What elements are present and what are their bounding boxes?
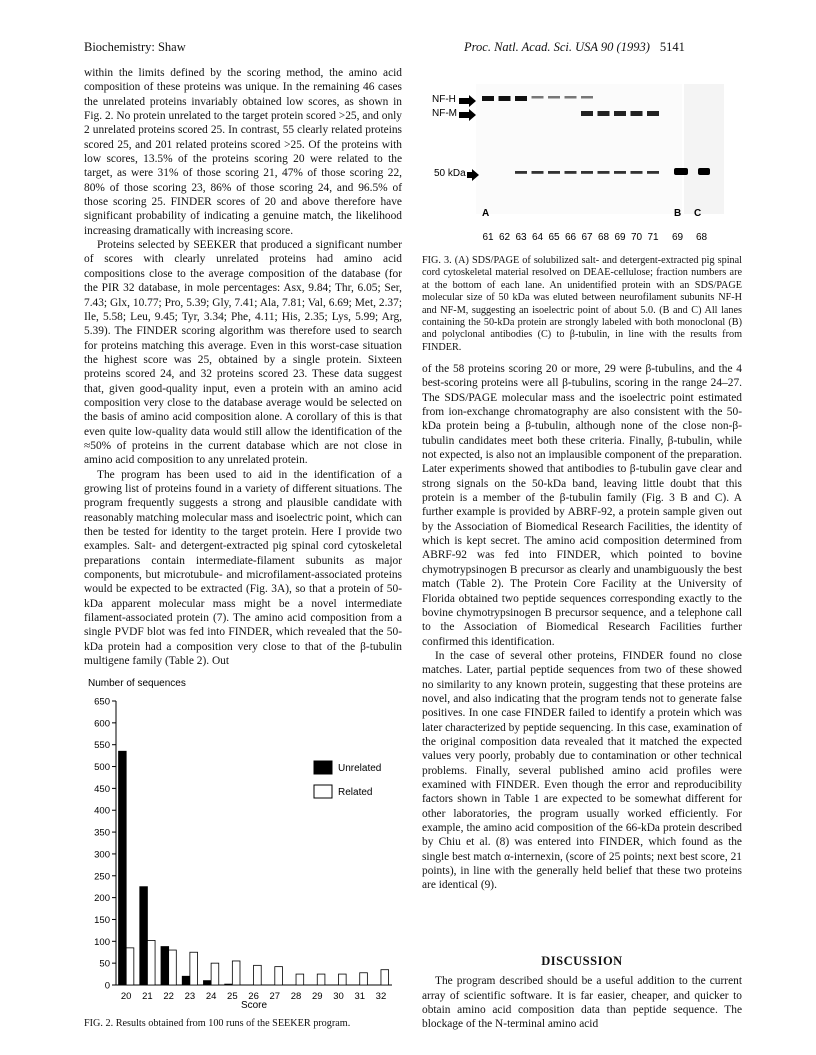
- y-tick-label: 650: [94, 696, 110, 708]
- x-tick-label: 21: [142, 991, 153, 1002]
- x-tick-label: 22: [163, 991, 174, 1002]
- lane-number: 64: [531, 232, 544, 243]
- section-title-discussion: DISCUSSION: [541, 954, 623, 968]
- band-panel-c: [698, 168, 710, 175]
- bar-related-23: [190, 952, 198, 985]
- lane-number-b: 69: [672, 232, 684, 243]
- gel-background-a: [476, 84, 682, 214]
- lane-number-c: 68: [696, 232, 708, 243]
- lane-number: 71: [647, 232, 659, 243]
- band-nf-h: [532, 96, 544, 99]
- y-tick-label: 100: [94, 936, 110, 948]
- panel-label-a: A: [482, 208, 490, 219]
- x-tick-label: 31: [354, 991, 366, 1002]
- y-tick-label: 550: [94, 740, 110, 752]
- y-tick-label: 300: [94, 849, 110, 861]
- label-nf-h: NF-H: [432, 94, 456, 105]
- band-50kda: [532, 171, 544, 174]
- band-50kda: [548, 171, 560, 174]
- legend-swatch-related: [314, 785, 332, 798]
- band-nf-h: [515, 96, 527, 101]
- bar-related-21: [147, 940, 155, 985]
- band-50kda: [614, 171, 626, 174]
- x-tick-label: 23: [184, 991, 196, 1002]
- fig3-gel-blot: [430, 82, 730, 252]
- bar-related-27: [275, 967, 283, 985]
- y-tick-label: 350: [94, 827, 110, 839]
- band-panel-b: [674, 168, 688, 175]
- fig2-y-axis-label: Number of sequences: [88, 678, 186, 689]
- bar-related-26: [254, 965, 262, 985]
- panel-label-b: B: [674, 208, 682, 219]
- lane-number: 67: [581, 232, 593, 243]
- discussion-paragraph: The program described should be a useful addition to the current array of scientific software. It is far easier, cheaper, and quicker to obtain amino acid composition data than peptide sequence. The blockage of the N-terminal amino acid: [422, 975, 742, 1031]
- fig2-caption: FIG. 2. Results obtained from 100 runs of the SEEKER program.: [84, 1018, 351, 1029]
- bar-unrelated-25: [225, 984, 233, 985]
- band-50kda: [565, 171, 577, 174]
- left-paragraph-3: The program has been used to aid in the identification of a growing list of proteins found in a variety of different situations. The program frequently suggests a strong and plausible candidate with reasonably matching molecular mass and isoelectric point, which can then be tested for identity to the target protein. Here I provide two examples. Salt- and detergent-extracted pig spinal cord cytoskeletal preparations contain intermediate-filament subunits as major components, but microtubule- and microfilament-associated proteins would be expected to be extracted (Fig. 3A), so that a protein of 50-kDa apparent molecular mass might be a novel intermediate filament-associated protein (7). The amino acid composition from a single PVDF blot was fed into FINDER, which revealed that the 50-kDa protein had a composition very close to that of the β-tubulin multigene family (Table 2). Out: [84, 468, 402, 668]
- left-paragraph-1: within the limits defined by the scoring method, the amino acid composition of these proteins was unique. In the remaining 46 cases the unrelated proteins invariably obtained low scores, as shown in Fig. 2. No protein unrelated to the target protein scored >25, and only 2 unrelated proteins scored 25. In contrast, 55 clearly related proteins scored 25, and 201 related proteins scored >25. Of the proteins with low scores, 13.5% of the proteins scoring 20 were related to the target, as were 31% of those scoring 21, 47% of those scoring 22, 80% of those scoring 23, 86% of those scoring 24, and 96.5% of those scoring 25. FINDER scores of 20 and above therefore have significant probability of indicating a genuine match, the likelihood increasing dramatically with increasing score.: [84, 67, 402, 237]
- y-tick-label: 400: [94, 805, 110, 817]
- band-nf-m: [581, 111, 593, 116]
- x-tick-label: 32: [375, 991, 387, 1002]
- left-paragraph-2: Proteins selected by SEEKER that produced a significant number of scores with clearly unrelated proteins had amino acid compositions close to the average composition of the database (for the PIR 32 database, in mole percentages: Asx, 9.84; Thr, 6.05; Ser, 7.43; Glx, 10.77; Pro, 5.39; Gly, 7.41; Ala, 7.81; Val, 6.69; Met, 2.37; Ile, 5.58; Leu, 9.45; Tyr, 3.34; Phe, 4.11; His, 2.35; Lys, 5.99; Arg, 5.39). The FINDER scoring algorithm was therefore used to search for proteins matching this average. Even in this worst-case situation the highest score was 25, obtained by a single protein. Sixteen proteins scored 24, and 32 proteins scored 23. These data suggest that, given good-quality input, even a protein with an amino acid composition very close to the database average would be selected on the basis of amino acid composition alone. A corollary of this is that even quite low-quality data would still allow the identification of the ≈50% of proteins in the current database which are not close in amino acid composition to any unrelated protein.: [84, 239, 402, 467]
- x-tick-label: 25: [227, 991, 238, 1002]
- legend-swatch-unrelated: [314, 761, 332, 774]
- nf-h-arrow-icon: [459, 95, 476, 107]
- band-50kda: [647, 171, 659, 174]
- bar-unrelated-23: [182, 976, 190, 985]
- bar-related-20: [126, 948, 134, 985]
- lane-number: 61: [482, 232, 494, 243]
- lane-number: 70: [630, 232, 643, 243]
- discussion-section: [422, 946, 742, 1032]
- lane-number: 62: [498, 232, 511, 243]
- x-tick-label: 29: [311, 991, 323, 1002]
- bar-related-25: [232, 961, 240, 985]
- band-nf-m: [647, 111, 659, 116]
- band-50kda: [581, 171, 593, 174]
- y-tick-label: 50: [99, 958, 110, 970]
- label-50kda: 50 kDa: [434, 168, 466, 179]
- x-tick-label: 27: [269, 991, 281, 1002]
- y-tick-label: 500: [94, 762, 110, 774]
- nf-m-arrow-icon: [459, 109, 476, 121]
- y-tick-label: 150: [94, 914, 110, 926]
- band-50kda: [631, 171, 643, 174]
- bar-related-24: [211, 963, 219, 985]
- lane-number: 66: [564, 232, 577, 243]
- bar-unrelated-24: [203, 981, 211, 985]
- bar-unrelated-21: [140, 887, 148, 985]
- band-nf-h: [581, 96, 593, 99]
- legend-label-unrelated: Unrelated: [338, 763, 382, 774]
- right-column: [422, 362, 742, 893]
- panel-label-c: C: [694, 208, 702, 219]
- bar-related-31: [360, 973, 368, 985]
- right-paragraph-1: of the 58 proteins scoring 20 or more, 29 were β-tubulins, and the 4 best-scoring proteins were all β-tubulins, scoring in the range 24–27. The SDS/PAGE molecular mass and the isoelectric point estimated from ion-exchange chromatography are also consistent with the 50-kDa protein being a β-tubulin, although none of the close non-β-tubulin candidates meet both these criteria. Finally, β-tubulin, while not expected, is also not an implausible component of the preparation. Later experiments showed that antibodies to β-tubulin gave clear and strong signals on the 50-kDa band, leaving little doubt that this protein is a member of the β-tubulin family (Fig. 3 B and C). A further example is provided by ABRF-92, a protein sample given out by the Association of Biomedical Research Facilities, the identity of which is kept secret. The amino acid composition determined from ABRF-92 was fed into FINDER, which pointed to bovine chymotrypsinogen B precursor as clearly and unambiguously the best match (Table 2). The Protein Core Facility at the University of Florida obtained two peptide sequences corresponding exactly to the bovine chymotrypsinogen B precursor sequence, and a telephone call to the Association of Biomedical Research Facilities further confirmed this identification.: [422, 363, 742, 648]
- bar-related-22: [169, 950, 177, 985]
- band-nf-h: [499, 96, 511, 101]
- bar-related-29: [317, 974, 325, 985]
- lane-number: 65: [548, 232, 560, 243]
- fig2-x-axis-label: Score: [240, 1000, 268, 1011]
- x-tick-label: 24: [205, 991, 217, 1002]
- band-nf-h: [548, 96, 560, 99]
- band-nf-h: [482, 96, 494, 101]
- legend-label-related: Related: [338, 787, 373, 798]
- y-tick-label: 600: [94, 718, 110, 730]
- left-column: [84, 66, 402, 668]
- y-tick-label: 0: [104, 980, 110, 992]
- gel-background-bc: [684, 84, 724, 214]
- fig3-caption: FIG. 3. (A) SDS/PAGE of solubilized salt- and detergent-extracted pig spinal cord cytoskeletal material resolved on DEAE-cellulose; fraction numbers are at the bottom of each lane. An unidentified protein with an SDS/PAGE molecular size of 50 kDa was eluted between neurofilament subunits NF-H and NF-M, suggesting an isoelectric point of about 5.0. (B and C) All lanes containing the 50-kDa protein are strongly labeled with both monoclonal (B) and polyclonal antibodies (C) to β-tubulin, in line with the results from FINDER.: [422, 255, 742, 353]
- x-tick-label: 20: [120, 991, 132, 1002]
- x-tick-label: 30: [333, 991, 344, 1002]
- y-tick-label: 250: [94, 871, 110, 883]
- band-nf-m: [614, 111, 626, 116]
- bar-related-28: [296, 974, 304, 985]
- bar-unrelated-20: [119, 751, 127, 985]
- bar-related-30: [338, 974, 346, 985]
- y-tick-label: 450: [94, 783, 110, 795]
- lane-number: 69: [614, 232, 626, 243]
- band-nf-m: [598, 111, 610, 116]
- label-nf-m: NF-M: [432, 108, 457, 119]
- page-number: 5141: [659, 40, 685, 54]
- band-50kda: [515, 171, 527, 174]
- fig2-legend: [314, 761, 381, 798]
- lane-number: 63: [515, 232, 527, 243]
- y-tick-label: 200: [94, 893, 110, 905]
- lane-number: 68: [597, 232, 610, 243]
- bar-unrelated-22: [161, 947, 169, 985]
- band-nf-m: [631, 111, 643, 116]
- right-paragraph-2: In the case of several other proteins, FINDER found no close matches. Later, partial peptide sequences from two of these showed no similarity to any known protein, suggesting that these proteins are novel, and also indicating that the program tends not to generate false positives. In one case FINDER failed to identify a protein which was later characterized by peptide sequencing. In this case, examination of the original composition data revealed that it matched the expected values very poorly, probably due to contamination or other technical problems. Finally, several published amino acid profiles were examined with FINDER. Even though the error and reproducibility factors shown in Table 1 are expected to be somewhat different for other laboratories, the program usually worked efficiently. For example, the amino acid composition of the 66-kDa protein described by Chiu et al. (8) was entered into FINDER, which found as the single best match α-internexin, (score of 25 points; next best score, 21 points), in line with the generally held belief that these two proteins are identical (9).: [422, 649, 742, 892]
- band-nf-h: [565, 96, 577, 99]
- bar-related-32: [381, 970, 389, 985]
- fig2-bar-chart: [84, 676, 402, 1014]
- x-tick-label: 28: [290, 991, 302, 1002]
- header-left: Biochemistry: Shaw: [84, 40, 186, 54]
- header-right: [464, 40, 685, 55]
- x-tick-label: 26: [248, 991, 259, 1002]
- band-50kda: [598, 171, 610, 174]
- journal-citation: Proc. Natl. Acad. Sci. USA 90 (1993): [464, 40, 650, 54]
